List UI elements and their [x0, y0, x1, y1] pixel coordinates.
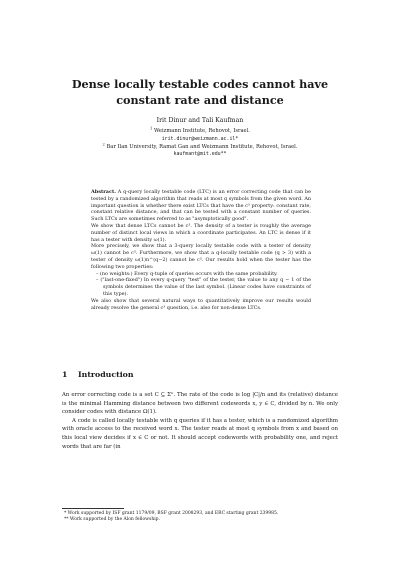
section-title: Introduction: [78, 370, 134, 379]
section-number: 1: [62, 370, 68, 379]
abstract: [91, 189, 311, 311]
affiliation-2: [70, 141, 330, 152]
footnote-2: ** Work supported by the Alon fellowship.: [64, 517, 160, 523]
abstract-heading: Abstract.: [91, 189, 116, 195]
affiliation-1-email[interactable]: irit.dinur@weizmann.ac.il*: [161, 135, 239, 142]
abstract-text-1: A q-query locally testable code (LTC) is an error correcting code that can be tested by a randomized algorithm that reads at most q symbols from the given word. An important question is whether there exist LTCs that have the c³ property: constant rate, constant relative distance, and that can be tested with a constant number of queries. Such LTCs are sometimes referred to as "asymptotically good".: [91, 189, 311, 223]
affiliation-1-text: Weizmann Institute, Rehovot, Israel.: [154, 128, 250, 134]
abstract-paragraph-1: [91, 189, 311, 223]
section-heading: [62, 370, 134, 379]
affiliation-2-email[interactable]: kaufmant@mit.edu**: [173, 151, 227, 158]
footnotes: [62, 511, 338, 524]
property-list: [91, 271, 311, 298]
abstract-paragraph-4: We also show that several natural ways to quantitatively improve our results would already resolve the general c³ question, i.e. also for non-dense LTCs.: [91, 297, 311, 311]
author-line: Irit Dinur and Tali Kaufman: [156, 117, 244, 124]
footnote-rule: [62, 508, 124, 509]
abstract-paragraph-3: More precisely, we show that a 3-query locally testable code with a tester of density ω(1) cannot be c³. Furthermore, we show that a q-locally testable code (q > 3) with a tester of density ω(1)n^(q−2) cannot be c³. Our results hold when the tester has the following two properties:: [91, 243, 311, 270]
property-no-weights: – (no weights:) Every q-tuple of queries occurs with the same probability.: [96, 270, 278, 277]
property-last-one-fixed: – ("last-one-fixed") In every q-query "test" of the tester, the value to any q − 1 of the symbols determines the value of the last symbol. (Linear codes have constraints of this type).: [96, 277, 311, 297]
abstract-paragraph-2: We show that dense LTCs cannot be c³. The density of a tester is roughly the average number of distinct local views in which a coordinate participates. An LTC is dense if it has a tester with density ω(1).: [91, 222, 311, 243]
paper-title: Dense locally testable codes cannot have constant rate and distance: [71, 77, 329, 107]
intro-paragraph-1: An error correcting code is a set C ⊆ Σⁿ. The rate of the code is log |C|/n and its (relative) distance is the minimal Hamming distance between two different codewords x, y ∈ C, divided by n. We only consider codes with distance Ω(1).: [62, 392, 338, 416]
intro-paragraph-2: A code is called locally testable with q queries if it has a tester, which is a randomized algorithm with oracle access to the received word x. The tester reads at most q symbols from x and based on this local view decides if x ∈ C or not. It should accept codewords with probability one, and reject words that are far (in: [62, 417, 338, 450]
footnote-1: * Work supported by ISF grant 1179/09, BSF grant 2008293, and ERC starting grant 239985.: [64, 511, 279, 516]
affiliation-2-mark: 2: [102, 141, 105, 146]
affiliation-2-text: Bar Ilan University, Ramat Gan and Weizmann Institute, Rehovot, Israel.: [106, 143, 298, 150]
affiliations: [70, 128, 330, 159]
affiliation-1-mark: 1: [150, 126, 153, 131]
intro-body: [62, 391, 338, 451]
affiliation-1: [70, 128, 330, 136]
